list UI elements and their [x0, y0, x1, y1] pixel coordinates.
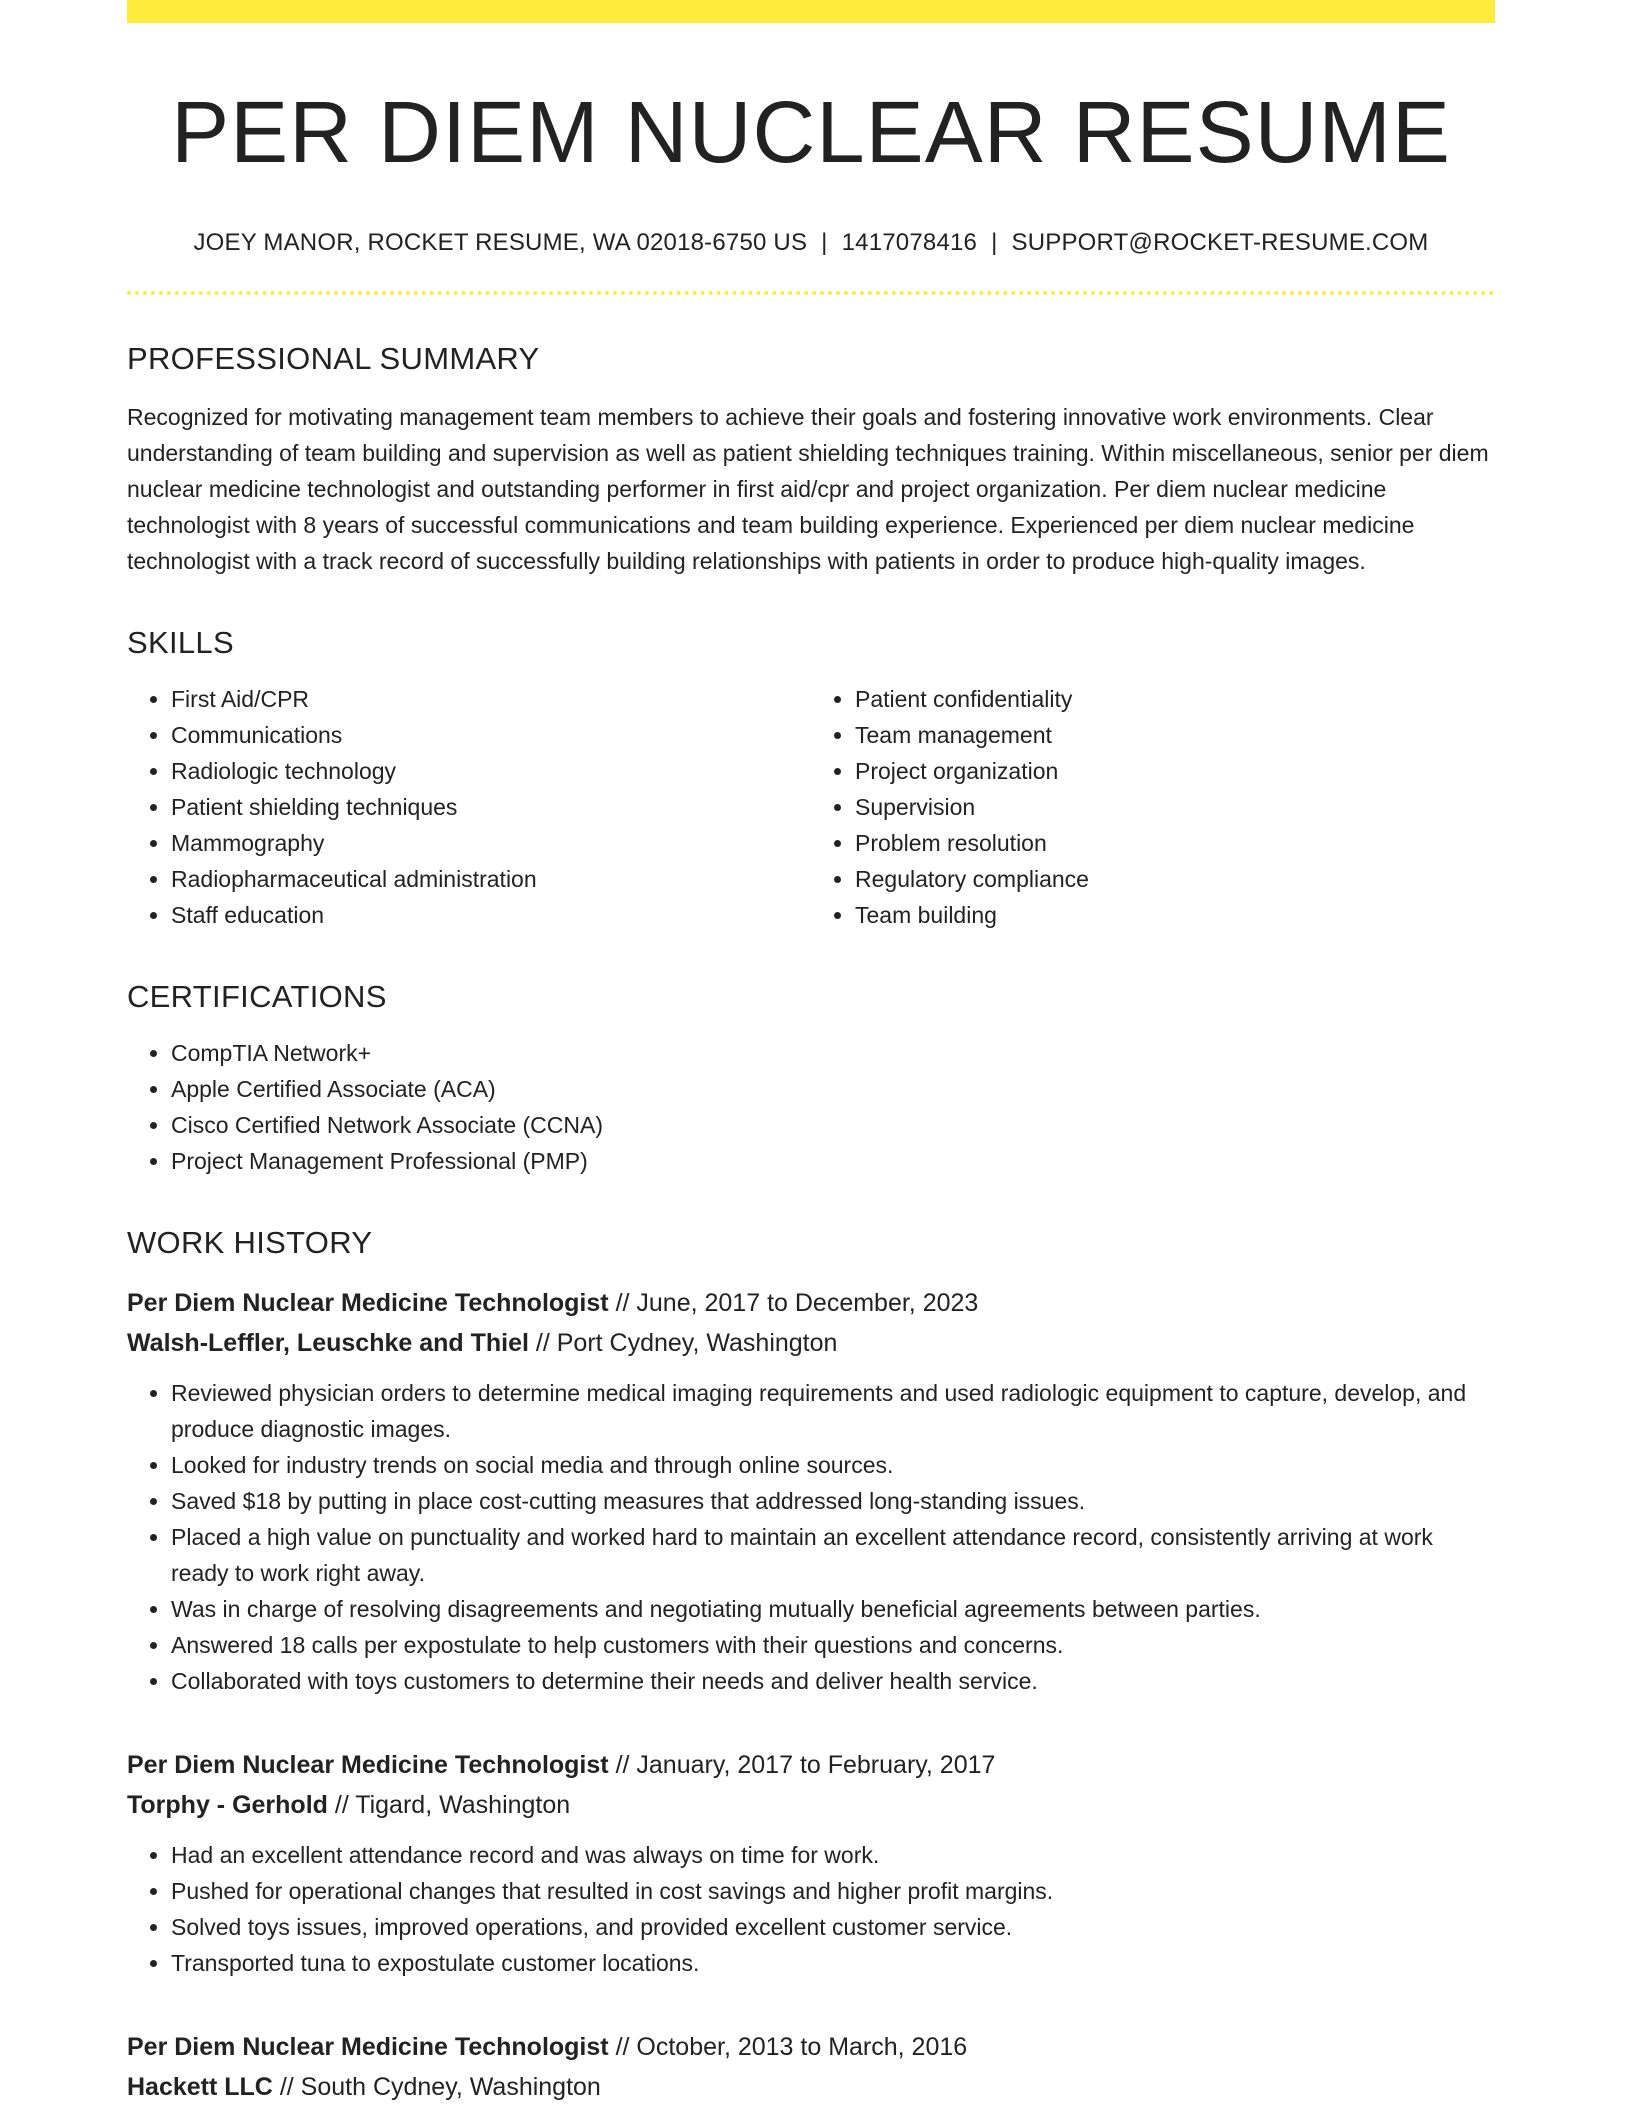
contact-address: JOEY MANOR, ROCKET RESUME, WA 02018-6750 US	[193, 229, 808, 257]
summary-text: Recognized for motivating management team members to achieve their goals and fostering innovative work environments. Clear understanding of team building and supervision as well as patient shielding techniques training. Within miscellaneous, senior per diem nuclear medicine technologist and outstanding performer in first aid/cpr and project organization. Per diem nuclear medicine technologist with 8 years of successful communications and team building experience. Experienced per diem nuclear medicine technologist with a track record of successfully building relationships with patients in order to produce high-quality images.	[127, 404, 1489, 575]
job-bullets	[127, 1837, 1495, 1981]
resume-title: PER DIEM NUCLEAR RESUME	[171, 84, 1451, 181]
job-bullet: • Reviewed physician orders to determine medical imaging requirements and used radiologic equipment to capture, develop, and produce diagnostic images.	[171, 1375, 1495, 1447]
contact-separator: |	[821, 229, 828, 257]
skill-item: • Supervision	[855, 789, 1495, 825]
job-entry	[127, 2027, 1495, 2107]
job-title-line	[127, 1745, 1495, 1785]
job-company-line	[127, 1323, 1495, 1363]
job-entry	[127, 1283, 1495, 1699]
contact-line	[127, 229, 1495, 257]
resume-page	[127, 0, 1495, 2107]
job-bullet: • Solved toys issues, improved operations, and provided excellent customer service.	[171, 1909, 1495, 1945]
certification-item: • Project Management Professional (PMP)	[171, 1143, 1495, 1179]
dotted-divider	[127, 291, 1495, 295]
skill-item: • Problem resolution	[855, 825, 1495, 861]
job-company-line	[127, 2067, 1495, 2107]
skill-item: • Patient shielding techniques	[171, 789, 811, 825]
certifications-list	[127, 1035, 1495, 1179]
skill-item: • Mammography	[171, 825, 811, 861]
job-location: // South Cydney, Washington	[279, 2073, 601, 2102]
skill-item: • Project organization	[855, 753, 1495, 789]
skill-item: • Radiologic technology	[171, 753, 811, 789]
skills-right-list	[811, 681, 1495, 933]
top-accent-bar	[127, 0, 1495, 23]
job-bullet: • Transported tuna to expostulate customer locations.	[171, 1945, 1495, 1981]
job-title-line	[127, 1283, 1495, 1323]
job-bullet: • Collaborated with toys customers to determine their needs and deliver health service.	[171, 1663, 1495, 1699]
job-bullet: • Answered 18 calls per expostulate to help customers with their questions and concerns.	[171, 1627, 1495, 1663]
job-dates: // October, 2013 to March, 2016	[615, 2033, 968, 2062]
skills-section	[127, 625, 1495, 933]
skills-heading: SKILLS	[127, 625, 234, 661]
job-company: Torphy - Gerhold	[127, 1791, 328, 1820]
work-history-section	[127, 1225, 1495, 2107]
job-bullet: • Placed a high value on punctuality and worked hard to maintain an excellent attendance record, consistently arriving at work ready to work right away.	[171, 1519, 1495, 1591]
certification-item: • Cisco Certified Network Associate (CCNA)	[171, 1107, 1495, 1143]
work-history-heading: WORK HISTORY	[127, 1225, 373, 1261]
skill-item: • First Aid/CPR	[171, 681, 811, 717]
skill-item: • Radiopharmaceutical administration	[171, 861, 811, 897]
summary-section	[127, 341, 1495, 579]
job-bullet: • Had an excellent attendance record and was always on time for work.	[171, 1837, 1495, 1873]
skill-item: • Communications	[171, 717, 811, 753]
job-title: Per Diem Nuclear Medicine Technologist	[127, 1751, 609, 1780]
certifications-section	[127, 979, 1495, 1179]
certification-item: • CompTIA Network+	[171, 1035, 1495, 1071]
job-title-line	[127, 2027, 1495, 2067]
job-bullet: • Was in charge of resolving disagreements and negotiating mutually beneficial agreements between parties.	[171, 1591, 1495, 1627]
job-bullet: • Pushed for operational changes that resulted in cost savings and higher profit margins.	[171, 1873, 1495, 1909]
summary-heading: PROFESSIONAL SUMMARY	[127, 341, 540, 377]
skills-left-list	[127, 681, 811, 933]
job-title: Per Diem Nuclear Medicine Technologist	[127, 2033, 609, 2062]
job-company-line	[127, 1785, 1495, 1825]
skill-item: • Team building	[855, 897, 1495, 933]
skill-item: • Staff education	[171, 897, 811, 933]
contact-email: SUPPORT@ROCKET-RESUME.COM	[1011, 229, 1429, 257]
job-company: Hackett LLC	[127, 2073, 273, 2102]
job-dates: // January, 2017 to February, 2017	[615, 1751, 996, 1780]
job-bullets	[127, 1375, 1495, 1699]
job-bullet: • Looked for industry trends on social media and through online sources.	[171, 1447, 1495, 1483]
job-dates: // June, 2017 to December, 2023	[615, 1289, 979, 1318]
job-location: // Port Cydney, Washington	[535, 1329, 838, 1358]
job-entry	[127, 1745, 1495, 1981]
skill-item: • Regulatory compliance	[855, 861, 1495, 897]
contact-phone: 1417078416	[841, 229, 978, 257]
job-location: // Tigard, Washington	[334, 1791, 571, 1820]
skill-item: • Patient confidentiality	[855, 681, 1495, 717]
skill-item: • Team management	[855, 717, 1495, 753]
certification-item: • Apple Certified Associate (ACA)	[171, 1071, 1495, 1107]
skills-columns	[127, 681, 1495, 933]
job-company: Walsh-Leffler, Leuschke and Thiel	[127, 1329, 529, 1358]
job-title: Per Diem Nuclear Medicine Technologist	[127, 1289, 609, 1318]
contact-separator: |	[991, 229, 998, 257]
certifications-heading: CERTIFICATIONS	[127, 979, 387, 1015]
job-bullet: • Saved $18 by putting in place cost-cutting measures that addressed long-standing issues.	[171, 1483, 1495, 1519]
